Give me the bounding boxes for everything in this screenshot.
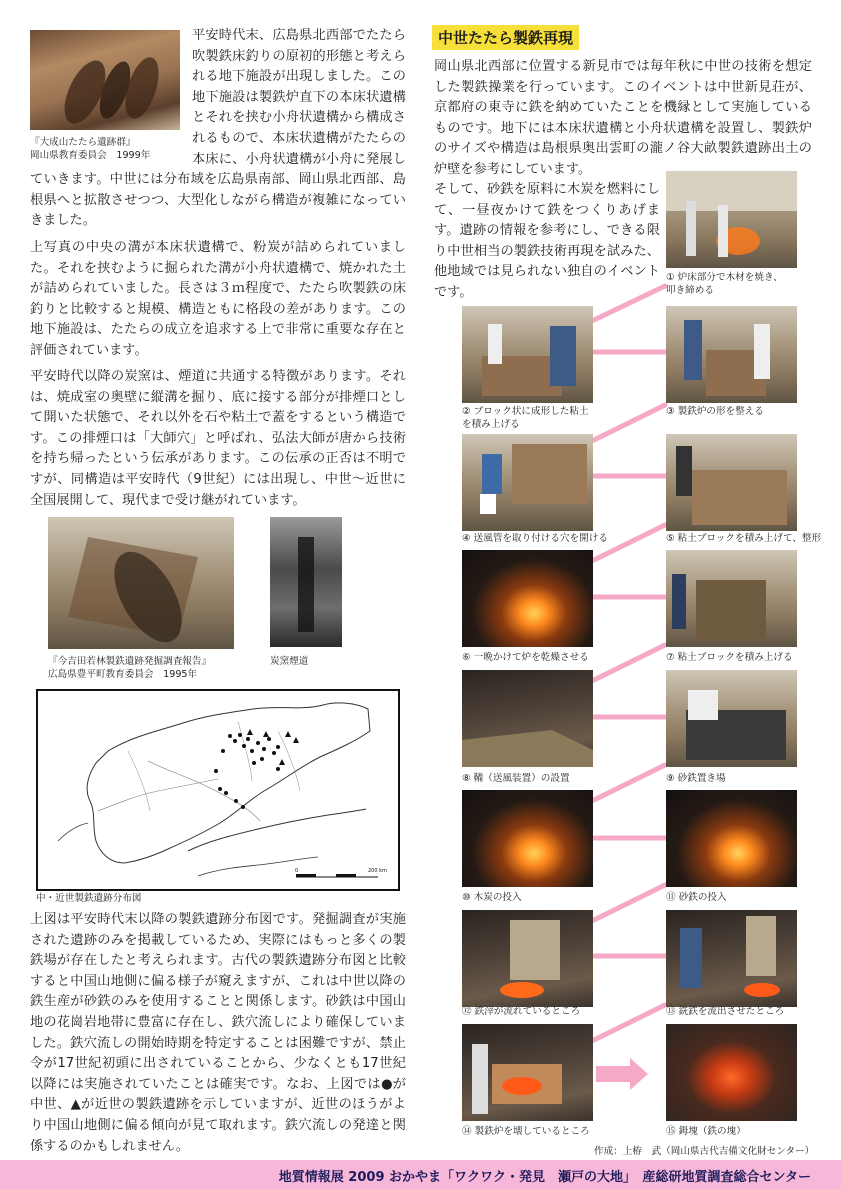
step-photo-3 <box>666 306 797 403</box>
map-scale-max: 200 km <box>368 868 387 874</box>
step-photo-10 <box>462 790 593 887</box>
step-caption-13: ⑬ 銑鉄を流出させたところ <box>666 1006 785 1017</box>
photo1-caption: 『大成山たたら遺跡群』 岡山県教育委員会 1999年 <box>30 137 151 161</box>
step-caption-9: ⑨ 砂鉄置き場 <box>666 773 726 784</box>
step-photo-6 <box>462 550 593 647</box>
step-photo-5 <box>666 434 797 531</box>
step-caption-11: ⑪ 砂鉄の投入 <box>666 892 727 903</box>
step-photo-2 <box>462 306 593 403</box>
step-photo-13 <box>666 910 797 1007</box>
step-caption-7: ⑦ 粘土ブロックを積み上げる <box>666 652 793 663</box>
step-photo-9 <box>666 670 797 767</box>
step-caption-10: ⑩ 木炭の投入 <box>462 892 522 903</box>
step-photo-12 <box>462 910 593 1007</box>
photo3-caption: 炭窯煙道 <box>270 656 309 667</box>
step-caption-4: ④ 送風管を取り付ける穴を開ける <box>462 533 608 544</box>
step-photo-11 <box>666 790 797 887</box>
step-photo-1 <box>666 171 797 268</box>
step-photo-7 <box>666 550 797 647</box>
section-title: 中世たたら製鉄再現 <box>438 29 574 47</box>
photo2-caption: 『今吉田若林製鉄遺跡発掘調査報告』 広島県豊平町教育委員会 1995年 <box>48 656 212 680</box>
paragraph-4: 上図は平安時代末以降の製鉄遺跡分布図です。発掘調査が実施された遺跡のみを掲載しているため、実際にはもっと多くの製鉄場が存在したと考えられます。古代の製鉄遺跡分布図と比較すると中国山地側に偏る様子が窺えますが、これは中世以降の鉄生産が砂鉄のみを使用することと関係します。砂鉄は中国山地の花崗岩地帯に豊富に存在し、鉄穴流しにより確保していました。鉄穴流しの開始時期を特定することは困難ですが、禁止令が17世紀初頭に出されていることから、少なくとも17世紀以降には実施されていたことは確実です。なお、上図では●が中世、▲が近世の製鉄遺跡を示していますが、近世のほうがより中国山地側に偏る傾向が見て取れます。鉄穴流しの発達と関係するのかもしれません。 <box>30 912 406 1154</box>
footer-bar <box>0 1160 841 1189</box>
step-caption-14: ⑭ 製鉄炉を壊しているところ <box>462 1126 590 1137</box>
step-caption-12: ⑫ 鉄滓が流れているところ <box>462 1006 581 1017</box>
paragraph-3: 平安時代以降の炭窯は、煙道に共通する特徴があります。それは、焼成室の奥壁に縦溝を掘り、底に接する部分が排煙口として開いた状態で、それ以外を石や粘土で蓋をするという構造です。この排煙口は「大師穴」と呼ばれ、弘法大師が唐から技術を持ち帰ったという伝承があります。この伝承の正否は不明ですが、同構造は平安時代（9世紀）には出現し、中世〜近世に全国展開して、現代まで受け継がれています。 <box>30 369 406 508</box>
step-caption-2: ② ブロック状に成形した粘土 を積み上げる <box>462 406 589 430</box>
footer-text: 地質情報展 2009 おかやま「ワクワク・発見 瀬戸の大地」 産総研地質調査総合センター <box>278 1170 811 1185</box>
right-intro-paragraph-2: そして、砂鉄を原料に木炭を燃料にして、一昼夜かけて鉄をつくりあげます。遺跡の情報を参考にし、できる限り中世相当の製鉄技術再現を試みた、他地域では見られない独自のイベントです。 <box>434 182 660 300</box>
step-photo-15 <box>666 1024 797 1121</box>
step-caption-3: ③ 製鉄炉の形を整える <box>666 406 764 417</box>
intro-paragraph: 平安時代末、広島県北西部でたたら吹製鉄床釣りの原初的形態と考えられる地下施設が出現しました。この地下施設は製鉄炉直下の本床状遺構とそれを挟む小舟状遺構から構成されるもので、本床状遺構がたたらの本床に、小舟状遺構が小舟に発展していきます。中世には分布域を広島県南部、岡山県北西部、島根県へと拡散させつつ、大型化しながら構造が複雑になっていきました。 <box>30 28 406 229</box>
step-photo-8 <box>462 670 593 767</box>
right-intro-paragraph: 岡山県北西部に位置する新見市では毎年秋に中世の技術を想定した製鉄操業を行っています。このイベントは中世新見荘が、京都府の東寺に鉄を納めていたことを機縁として実施しているものです。地下には本床状遺構と小舟状遺構を設置し、製鉄炉のサイズや構造は島根県奥出雲町の瀧ノ谷大畝製鉄遺跡出土の炉壁を参考にしています。 <box>434 59 812 177</box>
step-photo-14 <box>462 1024 593 1121</box>
credit-line: 作成：上栫 武（岡山県古代吉備文化財センター） <box>594 1146 815 1157</box>
step-caption-6: ⑥ 一晩かけて炉を乾燥させる <box>462 652 589 663</box>
step-caption-5: ⑤ 粘土ブロックを積み上げて、整形 <box>666 533 822 544</box>
map-caption: 中・近世製鉄遺跡分布図 <box>36 893 142 904</box>
map-scale-zero: 0 <box>295 868 299 874</box>
step-photo-4 <box>462 434 593 531</box>
step-caption-8: ⑧ 鞴（送風装置）の設置 <box>462 773 570 784</box>
step-caption-1: ① 炉床部分で木材を焼き、 叩き締める <box>666 272 783 296</box>
step-caption-15: ⑮ 鉧塊（鉄の塊） <box>666 1126 746 1137</box>
paragraph-2: 上写真の中央の溝が本床状遺構で、粉炭が詰められていました。それを挟むように掘られた溝が小舟状遺構で、焼かれた土が詰められていました。長さは３ｍ程度で、たたら吹製鉄の床釣りと比較すると規模、構造ともに格段の差があります。この地下施設は、たたらの成立を追求する上で非常に重要な存在と評価されています。 <box>30 240 406 358</box>
